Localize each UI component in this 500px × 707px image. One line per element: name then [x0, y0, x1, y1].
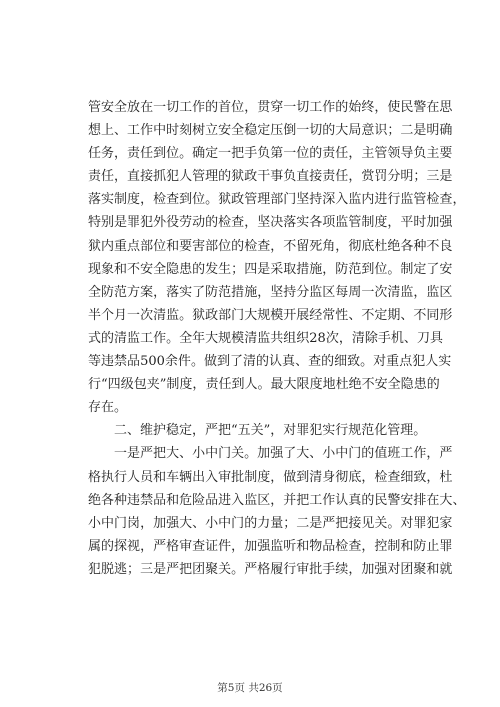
text-line: 式 的 清 监 工 作 。 全 年 大 规 模 清 监 共 组 织 2 8 次 ， 清 除 手 机 、 刀 具: [88, 330, 443, 346]
text-line: 全 防 范 方 案 ， 落 实 了 防 范 措 施 ， 坚 持 分 监 区 每 周 一 次 清 监 ， 监 区: [88, 284, 453, 300]
text-line: 任 务 ， 责 任 到 位 。 确 定 一 把 手 负 第 一 位 的 责 任 ， 主 管 领 导 负 主 要: [88, 146, 453, 162]
text-line: 特 别 是 罪 犯 外 役 劳 动 的 检 查 ， 坚 决 落 实 各 项 监 管 制 度 ， 平 时 加 强: [88, 215, 453, 231]
text-line: 管 安 全 放 在 一 切 工 作 的 首 位 ， 贯 穿 一 切 工 作 的 始 终 ， 使 民 警 在 思: [88, 100, 453, 115]
text-line: 狱 内 重 点 部 位 和 要 害 部 位 的 检 查 ， 不 留 死 角 ， 彻 底 杜 绝 各 种 不 良: [88, 238, 453, 254]
text-line: 犯 脱 逃 ； 三 是 严 把 团 聚 关 。 严 格 履 行 审 批 手 续 ， 加 强 对 团 聚 和 就: [88, 561, 453, 577]
text-line: 属 的 探 视 ， 严 格 审 查 证 件 ， 加 强 监 听 和 物 品 检 查 ， 控 制 和 防 止 罪: [88, 538, 453, 554]
text-line: 想 上 、 工 作 中 时 刻 树 立 安 全 稳 定 压 倒 一 切 的 大 局 意 识 ； 二 是 明 确: [88, 123, 453, 139]
text-line: 责 任 ， 直 接 抓 犯 人 管 理 的 狱 政 干 事 负 直 接 责 任 ， 赏 罚 分 明 ； 三 是: [88, 169, 453, 185]
text-line: 半 个 月 一 次 清 监 。 狱 政 部 门 大 规 模 开 展 经 常 性 、 不 定 期 、 不 同 形: [88, 307, 453, 323]
text-line: 存在。: [88, 400, 128, 416]
body-text: [88, 96, 466, 581]
text-line: 等 违 禁 品 5 0 0 余 件 。 做 到 了 清 的 认 真 、 查 的 细 致 。 对 重 点 犯 人 实: [88, 354, 452, 370]
text-line: 格 执 行 人 员 和 车 辆 出 入 审 批 制 度 ， 做 到 清 身 彻 底 ， 检 查 细 致 ， 杜: [88, 469, 453, 485]
text-line: 绝 各 种 违 禁 品 和 危 险 品 进 入 监 区 ， 并 把 工 作 认 真 的 民 警 安 排 在 大 、: [88, 492, 466, 508]
text-line: 现 象 和 不 安 全 隐 患 的 发 生 ； 四 是 采 取 措 施 ， 防 范 到 位 。 制 定 了 安: [88, 261, 453, 277]
text-line: 一 是 严 把 大 、 小 中 门 关 。 加 强 了 大 、 小 中 门 的 值 班 工 作 ， 严: [114, 446, 453, 462]
section-heading: 二、维护稳定，严把“五关”，对罪犯实行规范化管理。: [114, 423, 427, 439]
page-number-footer: 第5页 共26页: [217, 682, 283, 694]
text-line: 小 中 门 岗 ， 加 强 大 、 小 中 门 的 力 量 ； 二 是 严 把 接 见 关 。 对 罪 犯 家: [88, 515, 453, 531]
text-line: 落 实 制 度 ， 检 查 到 位 。 狱 政 管 理 部 门 坚 持 深 入 监 内 进 行 监 管 检 查 ，: [88, 192, 466, 208]
text-line: 行 “ 四 级 包 夹 ” 制 度 ， 责 任 到 人 。 最 大 限 度 地 杜 绝 不 安 全 隐 患 的: [88, 377, 440, 393]
